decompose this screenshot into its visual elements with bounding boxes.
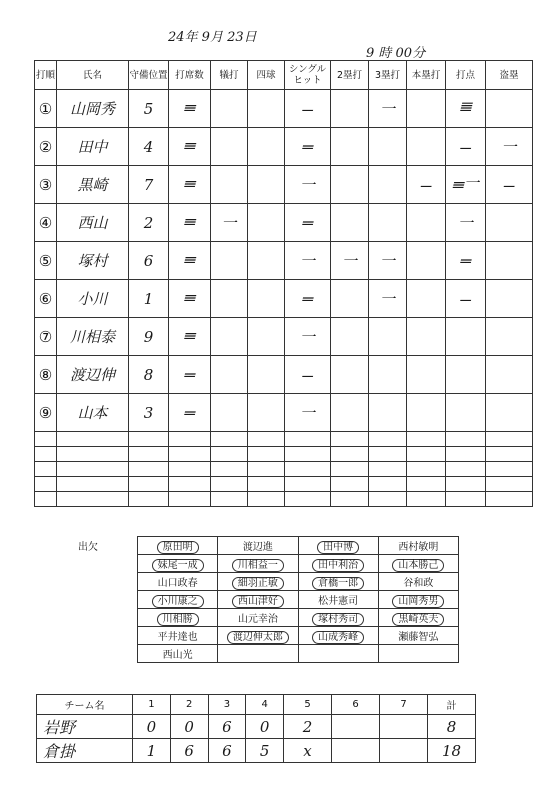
cell-rbi: 𝍣	[446, 90, 486, 128]
scoreboard-header: 7	[380, 695, 428, 715]
attendance-cell	[378, 609, 458, 627]
cell-pos: 3	[129, 394, 169, 432]
cell-pos: 1	[129, 280, 169, 318]
blank-cell	[331, 462, 369, 477]
cell-sac	[211, 128, 248, 166]
cell-hr	[407, 356, 446, 394]
blank-cell	[169, 447, 211, 462]
cell-pos: 6	[129, 242, 169, 280]
cell-rbi: 𝍠	[446, 280, 486, 318]
column-header: 2塁打	[331, 61, 369, 90]
blank-cell	[369, 447, 407, 462]
blank-cell	[486, 477, 533, 492]
attendance-cell	[138, 537, 218, 555]
team-name: 岩野	[37, 715, 133, 739]
cell-name: 山本	[57, 394, 129, 432]
attendance-cell	[218, 645, 298, 663]
cell-no: ④	[35, 204, 57, 242]
cell-pa: 𝍢	[169, 280, 211, 318]
cell-sac: 一	[211, 204, 248, 242]
cell-bb	[248, 280, 285, 318]
member-name: 黒崎英夫	[392, 613, 444, 626]
blank-row	[35, 447, 533, 462]
scoreboard-header: 計	[428, 695, 476, 715]
inning-score	[332, 739, 380, 763]
blank-cell	[331, 492, 369, 507]
cell-hr	[407, 394, 446, 432]
blank-cell	[486, 432, 533, 447]
inning-score	[380, 739, 428, 763]
attendance-cell	[138, 645, 218, 663]
blank-cell	[248, 477, 285, 492]
member-name: 平井達也	[157, 632, 198, 643]
attendance-row	[138, 645, 459, 663]
inning-score: 6	[170, 739, 208, 763]
cell-single: 一	[285, 166, 331, 204]
blank-cell	[446, 432, 486, 447]
cell-pos: 4	[129, 128, 169, 166]
blank-cell	[211, 492, 248, 507]
attendance-cell	[138, 627, 218, 645]
column-header: 犠打	[211, 61, 248, 90]
player-row	[35, 280, 533, 318]
cell-hr	[407, 242, 446, 280]
attendance-row	[138, 537, 459, 555]
cell-rbi	[446, 394, 486, 432]
blank-row	[35, 432, 533, 447]
cell-bb	[248, 318, 285, 356]
cell-pa: 𝍢	[169, 318, 211, 356]
member-name: 原田明	[157, 541, 199, 554]
cell-rbi	[446, 318, 486, 356]
cell-no: ③	[35, 166, 57, 204]
member-name: 小川康之	[152, 595, 204, 608]
blank-cell	[486, 462, 533, 477]
scoreboard-header: 3	[208, 695, 246, 715]
cell-double	[331, 318, 369, 356]
player-row	[35, 204, 533, 242]
blank-cell	[169, 462, 211, 477]
member-name: 渡辺進	[242, 542, 273, 553]
attendance-cell	[138, 591, 218, 609]
attendance-cell	[378, 645, 458, 663]
column-header: 打点	[446, 61, 486, 90]
member-name: 谷和政	[403, 578, 434, 589]
cell-triple: 一	[369, 242, 407, 280]
blank-cell	[446, 462, 486, 477]
cell-double	[331, 280, 369, 318]
blank-cell	[35, 462, 57, 477]
attendance-cell	[218, 627, 298, 645]
attendance-cell	[298, 627, 378, 645]
attendance-cell	[298, 591, 378, 609]
cell-rbi: 一	[446, 204, 486, 242]
blank-cell	[35, 477, 57, 492]
blank-cell	[285, 447, 331, 462]
cell-sac	[211, 356, 248, 394]
cell-bb	[248, 242, 285, 280]
blank-cell	[285, 477, 331, 492]
cell-pa: 𝍢	[169, 90, 211, 128]
blank-cell	[211, 447, 248, 462]
member-name: 山成秀峰	[312, 631, 364, 644]
team-name: 倉掛	[37, 739, 133, 763]
inning-score: 8	[428, 715, 476, 739]
cell-bb	[248, 128, 285, 166]
cell-double	[331, 356, 369, 394]
cell-bb	[248, 356, 285, 394]
player-row	[35, 90, 533, 128]
cell-rbi: 𝍡	[446, 242, 486, 280]
member-name: 西村敏明	[398, 542, 439, 553]
attendance-cell	[378, 555, 458, 573]
player-row	[35, 394, 533, 432]
cell-pos: 8	[129, 356, 169, 394]
cell-hr	[407, 280, 446, 318]
blank-cell	[57, 432, 129, 447]
blank-cell	[35, 447, 57, 462]
header-row	[35, 61, 533, 90]
attendance-cell	[298, 645, 378, 663]
attendance-label: 出欠	[78, 542, 98, 553]
member-name: 西山津好	[232, 595, 284, 608]
blank-cell	[369, 462, 407, 477]
cell-hr	[407, 128, 446, 166]
inning-score: 18	[428, 739, 476, 763]
cell-double	[331, 128, 369, 166]
blank-cell	[169, 492, 211, 507]
cell-single: 𝍠	[285, 356, 331, 394]
blank-row	[35, 462, 533, 477]
cell-sb	[486, 394, 533, 432]
cell-single: 一	[285, 242, 331, 280]
cell-sb	[486, 280, 533, 318]
team-row	[37, 739, 476, 763]
cell-no: ⑨	[35, 394, 57, 432]
member-name: 細羽正敏	[232, 577, 284, 590]
batting-record-table	[34, 60, 533, 507]
cell-name: 川相泰	[57, 318, 129, 356]
cell-sb	[486, 242, 533, 280]
blank-cell	[57, 492, 129, 507]
cell-pos: 7	[129, 166, 169, 204]
attendance-cell	[218, 573, 298, 591]
attendance-cell	[138, 555, 218, 573]
cell-sb	[486, 356, 533, 394]
cell-single: 𝍡	[285, 280, 331, 318]
cell-double	[331, 394, 369, 432]
attendance-row	[138, 573, 459, 591]
blank-cell	[446, 477, 486, 492]
cell-single: 一	[285, 394, 331, 432]
member-name: 塚村秀司	[312, 613, 364, 626]
cell-hr	[407, 318, 446, 356]
cell-hr	[407, 204, 446, 242]
inning-score: 6	[208, 715, 246, 739]
cell-no: ⑤	[35, 242, 57, 280]
cell-no: ⑦	[35, 318, 57, 356]
blank-cell	[211, 477, 248, 492]
column-header: 打順	[35, 61, 57, 90]
player-row	[35, 356, 533, 394]
team-row	[37, 715, 476, 739]
cell-name: 西山	[57, 204, 129, 242]
blank-cell	[407, 432, 446, 447]
cell-pa: 𝍢	[169, 128, 211, 166]
inning-score	[332, 715, 380, 739]
attendance-cell	[298, 573, 378, 591]
blank-cell	[285, 492, 331, 507]
blank-cell	[248, 432, 285, 447]
column-header: 打席数	[169, 61, 211, 90]
cell-pa: 𝍢	[169, 242, 211, 280]
blank-cell	[129, 432, 169, 447]
blank-cell	[407, 477, 446, 492]
attendance-table	[137, 536, 459, 663]
cell-pa: 𝍡	[169, 356, 211, 394]
attendance-cell	[298, 537, 378, 555]
blank-cell	[331, 432, 369, 447]
blank-cell	[369, 477, 407, 492]
cell-hr	[407, 90, 446, 128]
blank-cell	[407, 492, 446, 507]
inning-score: 1	[133, 739, 171, 763]
attendance-cell	[218, 555, 298, 573]
member-name: 田中博	[317, 541, 359, 554]
cell-no: ⑥	[35, 280, 57, 318]
cell-triple	[369, 166, 407, 204]
player-row	[35, 242, 533, 280]
scoreboard-header: 5	[284, 695, 332, 715]
game-date: 24年 9月 23日	[168, 30, 257, 45]
cell-name: 小川	[57, 280, 129, 318]
cell-single: 𝍡	[285, 204, 331, 242]
cell-name: 渡辺伸	[57, 356, 129, 394]
attendance-row	[138, 609, 459, 627]
attendance-cell	[298, 609, 378, 627]
player-row	[35, 128, 533, 166]
column-header: 盗塁	[486, 61, 533, 90]
member-name: 山本勝己	[392, 559, 444, 572]
cell-no: ①	[35, 90, 57, 128]
blank-row	[35, 492, 533, 507]
attendance-cell	[218, 609, 298, 627]
cell-sac	[211, 280, 248, 318]
blank-cell	[331, 477, 369, 492]
attendance-cell	[378, 591, 458, 609]
cell-sac	[211, 242, 248, 280]
blank-cell	[446, 447, 486, 462]
cell-sac	[211, 90, 248, 128]
blank-cell	[129, 447, 169, 462]
game-time: 9 時 00分	[366, 46, 426, 61]
cell-sb: 𝍠	[486, 166, 533, 204]
column-header: シングル ヒット	[285, 61, 331, 90]
cell-single: 𝍠	[285, 90, 331, 128]
member-name: 山口政春	[157, 578, 198, 589]
blank-cell	[486, 447, 533, 462]
attendance-cell	[218, 591, 298, 609]
cell-sac	[211, 394, 248, 432]
inning-score: 0	[170, 715, 208, 739]
attendance-row	[138, 591, 459, 609]
cell-rbi: 𝍢一	[446, 166, 486, 204]
blank-cell	[331, 447, 369, 462]
attendance-cell	[378, 627, 458, 645]
cell-triple	[369, 356, 407, 394]
cell-pos: 9	[129, 318, 169, 356]
member-name: 川相勝	[157, 613, 199, 626]
cell-single: 𝍡	[285, 128, 331, 166]
scoreboard-header: 4	[246, 695, 284, 715]
attendance-cell	[138, 573, 218, 591]
member-name: 倉橋一郎	[312, 577, 364, 590]
column-header: 氏名	[57, 61, 129, 90]
blank-cell	[369, 492, 407, 507]
member-name: 田中利治	[312, 559, 364, 572]
cell-no: ②	[35, 128, 57, 166]
cell-double	[331, 204, 369, 242]
cell-triple	[369, 204, 407, 242]
cell-single: 一	[285, 318, 331, 356]
cell-bb	[248, 166, 285, 204]
cell-name: 黒崎	[57, 166, 129, 204]
cell-triple: 一	[369, 280, 407, 318]
scoreboard-header: チーム名	[37, 695, 133, 715]
blank-cell	[446, 492, 486, 507]
cell-sac	[211, 166, 248, 204]
cell-pa: 𝍢	[169, 166, 211, 204]
column-header: 四球	[248, 61, 285, 90]
cell-triple	[369, 318, 407, 356]
player-row	[35, 166, 533, 204]
scoreboard-header-row	[37, 695, 476, 715]
inning-score: 2	[284, 715, 332, 739]
blank-cell	[57, 462, 129, 477]
scoreboard-header: 2	[170, 695, 208, 715]
member-name: 渡辺伸太郎	[227, 631, 289, 644]
cell-bb	[248, 90, 285, 128]
cell-sb	[486, 204, 533, 242]
cell-double	[331, 90, 369, 128]
cell-bb	[248, 394, 285, 432]
blank-cell	[57, 447, 129, 462]
blank-cell	[35, 492, 57, 507]
cell-no: ⑧	[35, 356, 57, 394]
blank-cell	[129, 462, 169, 477]
cell-double	[331, 166, 369, 204]
column-header: 守備位置	[129, 61, 169, 90]
cell-bb	[248, 204, 285, 242]
cell-sac	[211, 318, 248, 356]
blank-cell	[129, 492, 169, 507]
blank-row	[35, 477, 533, 492]
member-name: 山岡秀男	[392, 595, 444, 608]
blank-cell	[129, 477, 169, 492]
cell-sb	[486, 90, 533, 128]
inning-score: 0	[246, 715, 284, 739]
column-header: 本塁打	[407, 61, 446, 90]
blank-cell	[35, 432, 57, 447]
inning-score: 6	[208, 739, 246, 763]
blank-cell	[211, 462, 248, 477]
header	[0, 0, 560, 60]
cell-pos: 5	[129, 90, 169, 128]
cell-double: 一	[331, 242, 369, 280]
inning-score: 5	[246, 739, 284, 763]
attendance-cell	[378, 537, 458, 555]
scoreboard-header: 1	[133, 695, 171, 715]
blank-cell	[248, 462, 285, 477]
attendance-cell	[378, 573, 458, 591]
attendance-row	[138, 627, 459, 645]
cell-name: 山岡秀	[57, 90, 129, 128]
blank-cell	[57, 477, 129, 492]
attendance-cell	[218, 537, 298, 555]
blank-cell	[169, 432, 211, 447]
cell-pa: 𝍡	[169, 394, 211, 432]
blank-cell	[169, 477, 211, 492]
blank-cell	[248, 447, 285, 462]
member-name: 瀬藤智弘	[398, 632, 439, 643]
blank-cell	[285, 432, 331, 447]
cell-pos: 2	[129, 204, 169, 242]
cell-name: 田中	[57, 128, 129, 166]
attendance-cell	[138, 609, 218, 627]
cell-pa: 𝍢	[169, 204, 211, 242]
blank-cell	[407, 462, 446, 477]
cell-sb	[486, 318, 533, 356]
member-name: 妹尾一成	[152, 559, 204, 572]
member-name: 川相益一	[232, 559, 284, 572]
blank-cell	[486, 492, 533, 507]
attendance-cell	[298, 555, 378, 573]
member-name: 松井憲司	[318, 596, 359, 607]
member-name: 西山光	[162, 650, 193, 661]
blank-cell	[407, 447, 446, 462]
scoreboard-header: 6	[332, 695, 380, 715]
blank-cell	[369, 432, 407, 447]
attendance-row	[138, 555, 459, 573]
inning-score: x	[284, 739, 332, 763]
player-row	[35, 318, 533, 356]
cell-rbi	[446, 356, 486, 394]
cell-rbi: 𝍠	[446, 128, 486, 166]
cell-sb: 一	[486, 128, 533, 166]
inning-score	[380, 715, 428, 739]
cell-triple: 一	[369, 90, 407, 128]
member-name: 山元幸治	[237, 614, 278, 625]
blank-cell	[211, 432, 248, 447]
cell-triple	[369, 394, 407, 432]
cell-name: 塚村	[57, 242, 129, 280]
scoreboard-table	[36, 694, 476, 763]
cell-hr: 𝍠	[407, 166, 446, 204]
blank-cell	[285, 462, 331, 477]
inning-score: 0	[133, 715, 171, 739]
column-header: 3塁打	[369, 61, 407, 90]
cell-triple	[369, 128, 407, 166]
blank-cell	[248, 492, 285, 507]
